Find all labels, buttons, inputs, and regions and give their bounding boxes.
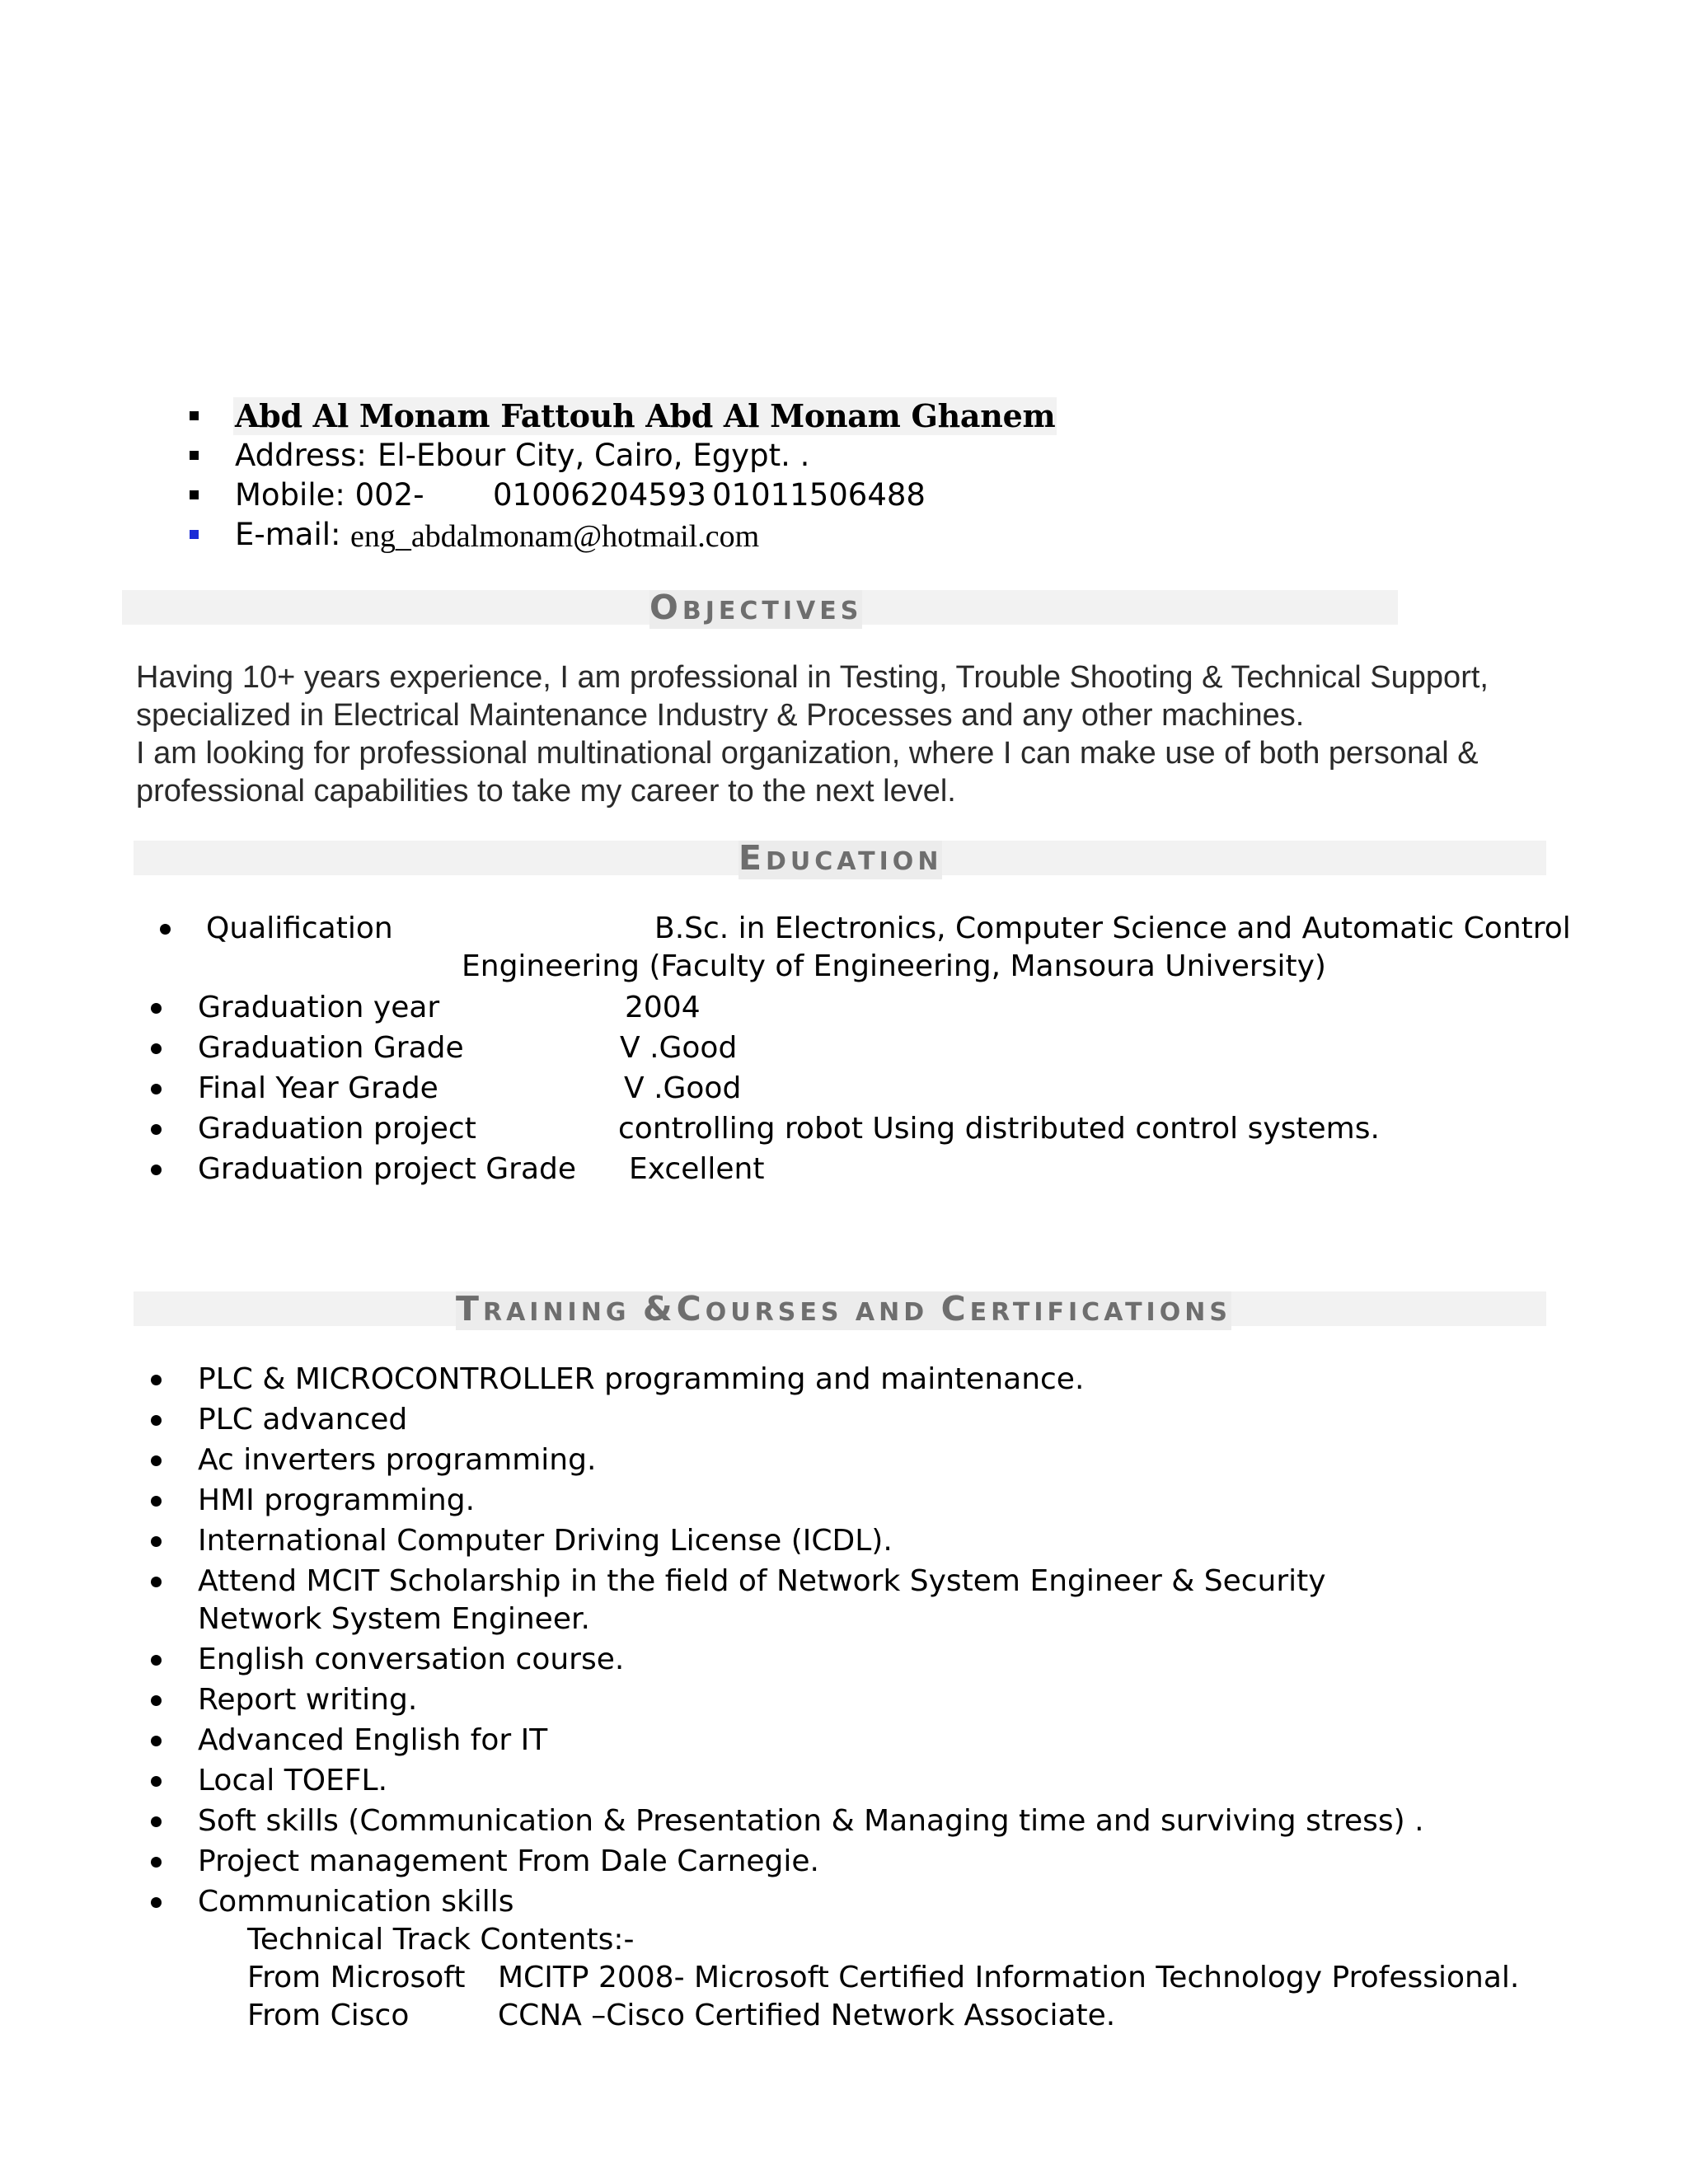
bullet-icon: [151, 1124, 162, 1135]
training-item: Report writing.: [198, 1683, 418, 1717]
training-item: HMI programming.: [198, 1483, 476, 1517]
bullet-icon: [151, 1897, 162, 1908]
objective-line: professional capabilities to take my career to the next level.: [136, 774, 956, 808]
training-title: TRAINING &COURSES AND CERTIFICATIONS: [456, 1289, 1231, 1329]
graduation-project-label: Graduation project: [198, 1112, 476, 1146]
objective-line: specialized in Electrical Maintenance Industry & Processes and any other machines.: [136, 698, 1305, 733]
training-item: International Computer Driving License (ICDL).: [198, 1524, 893, 1558]
training-item: Local TOEFL.: [198, 1764, 388, 1797]
objective-line: I am looking for professional multinational organization, where I can make use of both personal &: [136, 736, 1479, 771]
cisco-certification: CCNA –Cisco Certified Network Associate.: [498, 1999, 1116, 2032]
training-item: PLC & MICROCONTROLLER programming and maintenance.: [198, 1362, 1085, 1396]
bullet-icon: [160, 924, 171, 935]
bullet-icon: [151, 1455, 162, 1466]
square-bullet-icon: [190, 530, 199, 539]
mobile-label: Mobile: 002-: [235, 477, 424, 513]
mobile-number-2: 01011506488: [712, 477, 926, 513]
training-item-continued: Network System Engineer.: [198, 1602, 590, 1636]
bullet-icon: [151, 1776, 162, 1787]
training-item: Communication skills: [198, 1885, 514, 1919]
bullet-icon: [151, 1536, 162, 1547]
bullet-icon: [151, 1496, 162, 1507]
graduation-year-label: Graduation year: [198, 991, 440, 1024]
graduation-grade-label: Graduation Grade: [198, 1031, 464, 1065]
email-label: E-mail:: [235, 517, 341, 552]
bullet-icon: [151, 1655, 162, 1666]
graduation-project-grade-value: Excellent: [629, 1152, 765, 1186]
training-item: Advanced English for IT: [198, 1723, 548, 1757]
training-item: English conversation course.: [198, 1643, 625, 1676]
bullet-icon: [151, 1003, 162, 1014]
education-title: EDUCATION: [738, 838, 943, 878]
training-item: Project management From Dale Carnegie.: [198, 1844, 819, 1878]
training-item: Soft skills (Communication & Presentation & Managing time and surviving stress) .: [198, 1804, 1424, 1838]
mobile-number-1: 01006204593: [493, 477, 706, 513]
training-item: PLC advanced: [198, 1403, 408, 1436]
address-value: El-Ebour City, Cairo, Egypt. .: [377, 438, 810, 473]
square-bullet-icon: [190, 490, 199, 499]
qualification-value-continued: Engineering (Faculty of Engineering, Mansoura University): [462, 949, 1326, 983]
training-item: Ac inverters programming.: [198, 1443, 597, 1477]
objectives-title: OBJECTIVES: [649, 588, 863, 627]
bullet-icon: [151, 1695, 162, 1706]
bullet-icon: [151, 1415, 162, 1426]
objective-line: Having 10+ years experience, I am professional in Testing, Trouble Shooting & Technical Support,: [136, 660, 1489, 695]
qualification-value: B.Sc. in Electronics, Computer Science and Automatic Control: [654, 912, 1571, 945]
technical-track-heading: Technical Track Contents:-: [247, 1923, 635, 1957]
final-year-grade-value: V .Good: [624, 1071, 742, 1105]
from-cisco-label: From Cisco: [247, 1999, 410, 2032]
final-year-grade-label: Final Year Grade: [198, 1071, 438, 1105]
bullet-icon: [151, 1736, 162, 1746]
microsoft-certification: MCITP 2008- Microsoft Certified Information Technology Professional.: [498, 1961, 1520, 1994]
candidate-name: Abd Al Monam Fattouh Abd Al Monam Ghanem: [235, 397, 1056, 434]
bullet-icon: [151, 1857, 162, 1868]
training-item: Attend MCIT Scholarship in the field of Network System Engineer & Security: [198, 1564, 1326, 1598]
bullet-icon: [151, 1577, 162, 1587]
bullet-icon: [151, 1165, 162, 1175]
bullet-icon: [151, 1375, 162, 1385]
address-label: Address:: [235, 438, 367, 473]
email-address: eng_abdalmonam@hotmail.com: [350, 519, 760, 554]
bullet-icon: [151, 1816, 162, 1827]
graduation-grade-value: V .Good: [620, 1031, 738, 1065]
bullet-icon: [151, 1043, 162, 1054]
graduation-year-value: 2004: [625, 991, 701, 1024]
square-bullet-icon: [190, 451, 199, 460]
graduation-project-value: controlling robot Using distributed control systems.: [618, 1112, 1380, 1146]
qualification-label: Qualification: [206, 912, 393, 945]
from-microsoft-label: From Microsoft: [247, 1961, 466, 1994]
bullet-icon: [151, 1084, 162, 1094]
square-bullet-icon: [190, 411, 199, 420]
graduation-project-grade-label: Graduation project Grade: [198, 1152, 577, 1186]
